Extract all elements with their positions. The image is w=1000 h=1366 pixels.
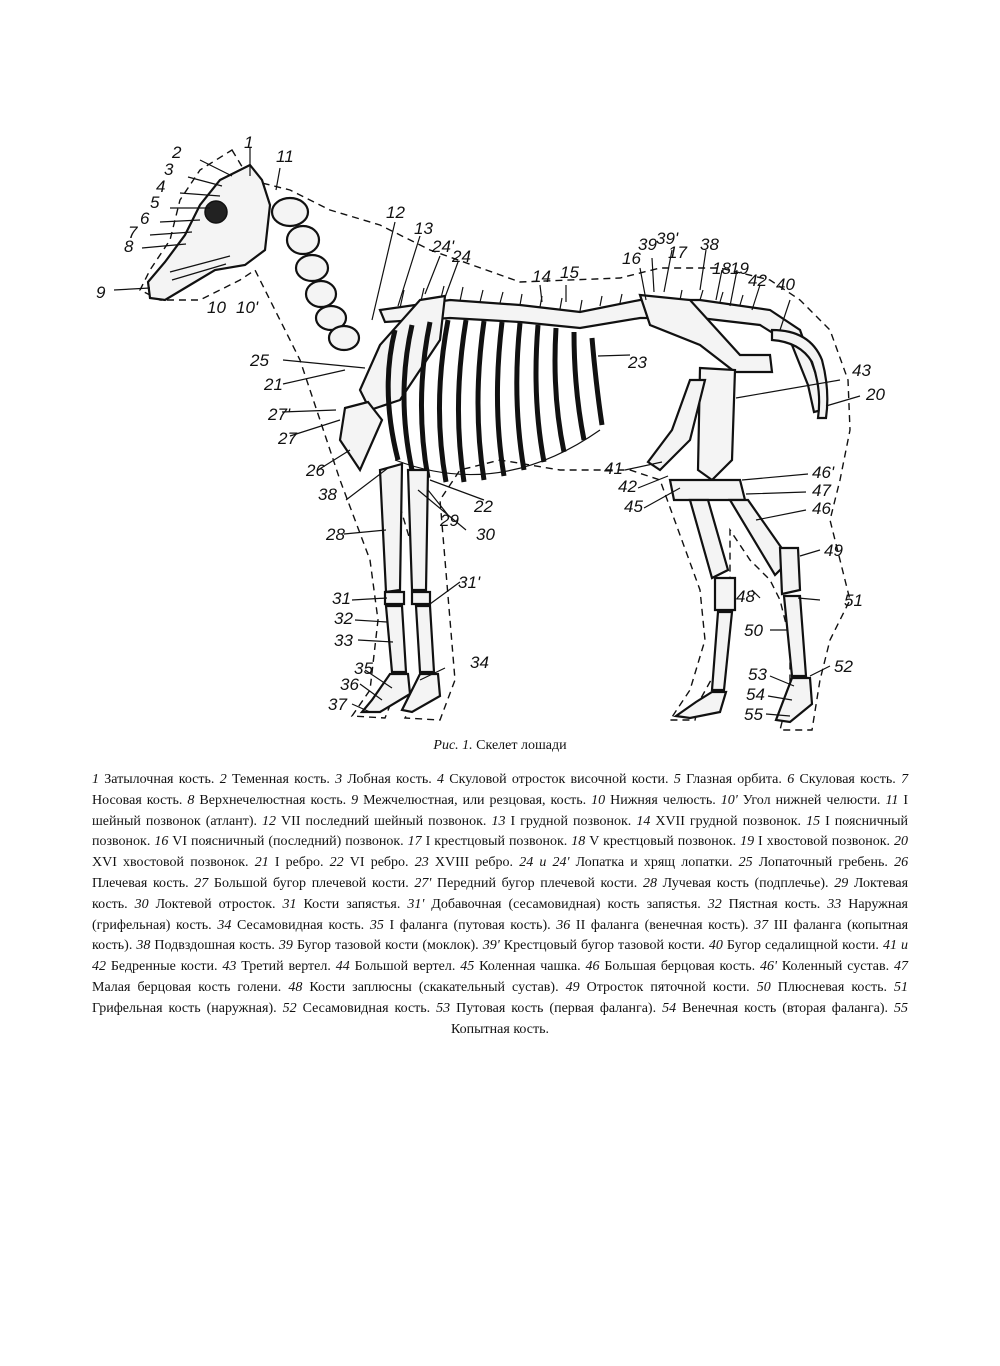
legend-text: XVIII ребро.: [428, 855, 514, 871]
legend-text: I хвостовой позвонок.: [754, 834, 891, 850]
legend-text: XVII грудной позвонок.: [650, 813, 802, 829]
legend-text: Межчелюстная, или резцовая, кость.: [358, 792, 587, 808]
legend-entry: [415, 855, 513, 870]
callout-label: 10: [207, 298, 226, 317]
callout-label: 12: [386, 203, 405, 222]
legend-number: 27: [194, 875, 209, 891]
legend-number: 23: [414, 855, 429, 871]
legend-text: Нижняя челюсть.: [605, 792, 716, 808]
legend-number: 35: [369, 917, 384, 933]
legend-text: XVI хвостовой позвонок.: [92, 855, 249, 871]
legend-entry: [585, 959, 755, 974]
legend-number: 29: [834, 875, 849, 891]
legend-entry: [519, 855, 732, 870]
legend-text: Кости заплюсны (скакательный сустав).: [302, 979, 559, 995]
callout-label: 23: [628, 353, 647, 372]
legend-entry: [760, 959, 889, 974]
legend-number: 10: [591, 792, 606, 808]
legend-text: Малая берцовая кость голени.: [92, 979, 282, 995]
legend-number: 11: [885, 792, 899, 808]
legend-text: Скуловой отросток височной кости.: [444, 772, 669, 787]
callout-label: 33: [334, 631, 353, 650]
legend-entry: [556, 918, 748, 933]
legend-entry: [255, 855, 324, 870]
legend-text: Бугор седалищной кости.: [722, 938, 879, 954]
legend-number: 47: [894, 959, 909, 975]
legend-text: Кости запястья.: [296, 896, 401, 912]
legend-text: VII последний шейный позвонок.: [276, 813, 487, 829]
legend-text: Плечевая кость.: [92, 875, 189, 891]
callout-label: 34: [470, 653, 489, 672]
callout-label: 19: [730, 259, 749, 278]
callout-label: 31: [332, 589, 351, 608]
callout-label: 46': [812, 463, 835, 482]
callout-label: 24': [432, 237, 455, 256]
legend-entry: [222, 959, 330, 974]
legend-text: Грифельная кость (наружная).: [92, 1000, 277, 1016]
legend-text: Подвздошная кость.: [150, 938, 275, 954]
legend-text: Сесамовидная кость.: [231, 917, 365, 933]
callout-label: 6: [140, 209, 150, 228]
callout-label: 24: [452, 247, 471, 266]
legend-number: 40: [708, 938, 723, 954]
legend-number: 24 и 24': [519, 855, 570, 871]
callout-label: 4: [156, 177, 166, 196]
legend-entry: [351, 793, 586, 808]
callout-label: 9: [96, 283, 106, 302]
legend-text: VI поясничный (последний) позвонок.: [168, 834, 404, 850]
callout-label: 14: [532, 267, 551, 286]
legend-text: Венечная кость (вторая фаланга).: [676, 1000, 889, 1016]
legend-entry: [757, 980, 887, 995]
callout-label: 47: [812, 481, 831, 500]
callout-label: 5: [150, 193, 160, 212]
legend-number: 16: [154, 834, 169, 850]
legend-entry: [709, 938, 879, 953]
figure-title: Скелет лошади: [476, 738, 567, 753]
callout-label: 51: [844, 591, 863, 610]
legend-entry: [636, 814, 801, 829]
legend-number: 28: [642, 875, 657, 891]
callout-label: 55: [744, 705, 763, 724]
legend-number: 6: [787, 772, 795, 787]
legend-number: 51: [894, 979, 909, 995]
callout-label: 43: [852, 361, 871, 380]
legend-number: 21: [254, 855, 269, 871]
legend-entry: [740, 834, 890, 849]
legend-number: 39': [482, 938, 500, 954]
neck-vertebrae: [272, 198, 359, 350]
legend-text: Передний бугор плечевой кости.: [431, 875, 638, 891]
callout-label: 41: [604, 459, 623, 478]
callout-label: 27': [268, 405, 291, 424]
callout-label: 29: [440, 511, 459, 530]
legend-entry: [154, 834, 403, 849]
legend-number: 31: [282, 896, 297, 912]
legend-entry: [407, 897, 700, 912]
orbit: [205, 201, 227, 223]
legend-entry: [335, 772, 432, 787]
callout-label: 38: [700, 235, 719, 254]
legend-text: Коленный сустав.: [777, 959, 890, 975]
legend-number: 4: [437, 772, 444, 787]
callout-label: 45: [624, 497, 643, 516]
callout-label: 36: [340, 675, 359, 694]
callout-label: 17: [668, 243, 687, 262]
skull: [148, 165, 270, 300]
legend-entry: [279, 938, 479, 953]
legend-number: 32: [707, 896, 722, 912]
callout-label: 31': [458, 573, 481, 592]
callout-label: 50: [744, 621, 763, 640]
legend-number: 17: [407, 834, 422, 850]
tail: [772, 330, 827, 418]
legend-number: 2: [219, 772, 227, 787]
legend-number: 33: [827, 896, 842, 912]
legend-number: 25: [738, 855, 753, 871]
callout-label: 7: [128, 223, 138, 242]
legend-number: 44: [335, 959, 350, 975]
legend-text: I шейный позвонок (атлант).: [92, 792, 909, 829]
callout-label: 10': [236, 298, 259, 317]
legend-text: Копытная кость.: [451, 1021, 549, 1037]
callout-label: 42: [618, 477, 637, 496]
legend-entry: [217, 918, 364, 933]
legend-number: 52: [282, 1000, 297, 1016]
legend-text: Третий вертел.: [236, 959, 331, 975]
callout-label: 42: [748, 271, 767, 290]
callout-label: 35: [354, 659, 373, 678]
legend-entry: [483, 938, 705, 953]
legend-number: 34: [217, 917, 232, 933]
callout-label: 25: [250, 351, 269, 370]
legend-text: Затылочная кость.: [99, 772, 215, 787]
figure-caption: [0, 738, 1000, 754]
legend-text: I грудной позвонок.: [505, 813, 632, 829]
legend-entry: [187, 793, 346, 808]
legend-text: Путовая кость (первая фаланга).: [450, 1000, 657, 1016]
callout-label: 48: [736, 587, 755, 606]
legend-text: I ребро.: [268, 855, 324, 871]
legend-number: 38: [136, 938, 151, 954]
legend-text: Наружная (грифельная) кость.: [92, 896, 908, 933]
legend-entry: [336, 959, 456, 974]
legend-number: 10': [720, 792, 738, 808]
callout-label: 40: [776, 275, 795, 294]
legend-text: Отросток пяточной кости.: [579, 979, 750, 995]
legend-text: Лобная кость.: [342, 772, 432, 787]
legend-text: Большая берцовая кость.: [599, 959, 756, 975]
legend-number: 27': [414, 875, 432, 891]
legend-entry: [283, 1001, 431, 1016]
callout-label: 30: [476, 525, 495, 544]
legend-entry: [408, 834, 568, 849]
legend-text: V крестцовый позвонок.: [585, 834, 737, 850]
legend-number: 19: [740, 834, 755, 850]
legend-text: Лучевая кость (подплечье).: [656, 875, 829, 891]
legend-number: 53: [436, 1000, 451, 1016]
legend-number: 9: [351, 792, 359, 808]
legend-number: 55: [894, 1000, 909, 1016]
legend-text: Локтевой отросток.: [148, 896, 276, 912]
legend-number: 3: [335, 772, 343, 787]
callout-label: 11: [276, 147, 294, 166]
callout-label: 53: [748, 665, 767, 684]
legend-text: Теменная кость.: [226, 772, 330, 787]
legend-number: 22: [329, 855, 344, 871]
callout-label: 27: [278, 429, 297, 448]
legend-text: Лопаточный гребень.: [752, 855, 888, 871]
legend-number: 12: [262, 813, 277, 829]
callout-label: 15: [560, 263, 579, 282]
legend-text: VI ребро.: [343, 855, 409, 871]
legend-number: 18: [571, 834, 586, 850]
callout-label: 37: [328, 695, 347, 714]
callout-label: 49: [824, 541, 843, 560]
legend-entry: [591, 793, 716, 808]
legend-text: Сесамовидная кость.: [296, 1000, 431, 1016]
legend-text: Пястная кость.: [721, 896, 821, 912]
legend-number: 45: [460, 959, 475, 975]
legend-text: Большой вертел.: [349, 959, 456, 975]
legend-entry: [571, 834, 736, 849]
legend-entry: [739, 855, 888, 870]
legend-text: Скуловая кость.: [794, 772, 896, 787]
callout-label: 21: [264, 375, 283, 394]
callout-label: 46: [812, 499, 831, 518]
legend-text: I поясничный позвонок.: [92, 813, 909, 850]
legend-number: 30: [134, 896, 149, 912]
legend-text: Угол нижней челюсти.: [737, 792, 881, 808]
legend-entry: [92, 772, 214, 787]
legend-entry: [721, 793, 881, 808]
callout-label: 26: [306, 461, 325, 480]
legend-text: Носовая кость.: [92, 792, 183, 808]
legend-text: Бугор тазовой кости (моклок).: [292, 938, 479, 954]
legend-number: 7: [901, 772, 909, 787]
legend-number: 31': [407, 896, 425, 912]
figure-legend: [92, 770, 908, 1040]
callout-label: 22: [474, 497, 493, 516]
legend-text: Добавочная (сесамовидная) кость запястья.: [424, 896, 701, 912]
legend-text: Бедренные кости.: [106, 959, 218, 975]
legend-number: 5: [673, 772, 681, 787]
legend-number: 54: [662, 1000, 677, 1016]
callout-label: 16: [622, 249, 641, 268]
legend-text: I фаланга (путовая кость).: [383, 917, 551, 933]
legend-entry: [436, 1001, 656, 1016]
callout-label: 8: [124, 237, 134, 256]
legend-entry: [662, 1001, 888, 1016]
callout-label: 20: [866, 385, 885, 404]
callout-label: 39': [656, 229, 679, 248]
legend-entry: [330, 855, 409, 870]
callout-label: 54: [746, 685, 765, 704]
legend-text: Лопатка и хрящ лопатки.: [569, 855, 733, 871]
legend-number: 41 и 42: [92, 938, 909, 975]
callout-label: 52: [834, 657, 853, 676]
legend-entry: [370, 918, 551, 933]
callout-label: 18: [712, 259, 731, 278]
figure-number: Рис. 1.: [433, 738, 473, 753]
legend-number: 8: [187, 792, 195, 808]
legend-entry: [288, 980, 558, 995]
legend-entry: [135, 897, 276, 912]
legend-text: III фаланга (копытная кость).: [92, 917, 909, 954]
legend-text: Локтевая кость.: [92, 875, 909, 912]
legend-number: 13: [491, 813, 506, 829]
legend-entry: [708, 897, 821, 912]
callout-label: 32: [334, 609, 353, 628]
legend-number: 20: [894, 834, 909, 850]
legend-text: Глазная орбита.: [680, 772, 782, 787]
legend-entry: [194, 876, 408, 891]
legend-text: Большой бугор плечевой кости.: [208, 875, 409, 891]
legend-number: 26: [894, 855, 909, 871]
legend-entry: [136, 938, 275, 953]
legend-number: 37: [754, 917, 769, 933]
legend-number: 46': [760, 959, 777, 975]
legend-text: Верхнечелюстная кость.: [194, 792, 347, 808]
legend-entry: [262, 814, 486, 829]
callout-label: 2: [172, 143, 182, 162]
legend-entry: [460, 959, 580, 974]
legend-number: 15: [806, 813, 821, 829]
legend-entry: [491, 814, 631, 829]
legend-entry: [674, 772, 782, 787]
legend-entry: [414, 876, 637, 891]
legend-entry: [643, 876, 829, 891]
callout-label: 38: [318, 485, 337, 504]
callout-label: 3: [164, 160, 174, 179]
legend-number: 1: [92, 772, 99, 787]
legend-text: Крестцовый бугор тазовой кости.: [499, 938, 705, 954]
legend-text: II фаланга (венечная кость).: [570, 917, 749, 933]
legend-entry: [566, 980, 750, 995]
legend-number: 49: [565, 979, 580, 995]
callout-label: 28: [326, 525, 345, 544]
legend-number: 43: [222, 959, 237, 975]
legend-number: 50: [756, 979, 771, 995]
callout-label: 13: [414, 219, 433, 238]
legend-text: Плюсневая кость.: [770, 979, 887, 995]
legend-number: 48: [288, 979, 303, 995]
callout-label: 1: [244, 133, 254, 152]
legend-entry: [787, 772, 896, 787]
legend-text: I крестцовый позвонок.: [421, 834, 568, 850]
legend-number: 36: [556, 917, 571, 933]
legend-entry: [220, 772, 330, 787]
legend-entry: [437, 772, 669, 787]
legend-number: 39: [278, 938, 293, 954]
legend-number: 46: [585, 959, 600, 975]
legend-entry: [282, 897, 400, 912]
legend-number: 14: [636, 813, 651, 829]
legend-text: Коленная чашка.: [474, 959, 581, 975]
callout-label: 39: [638, 235, 657, 254]
